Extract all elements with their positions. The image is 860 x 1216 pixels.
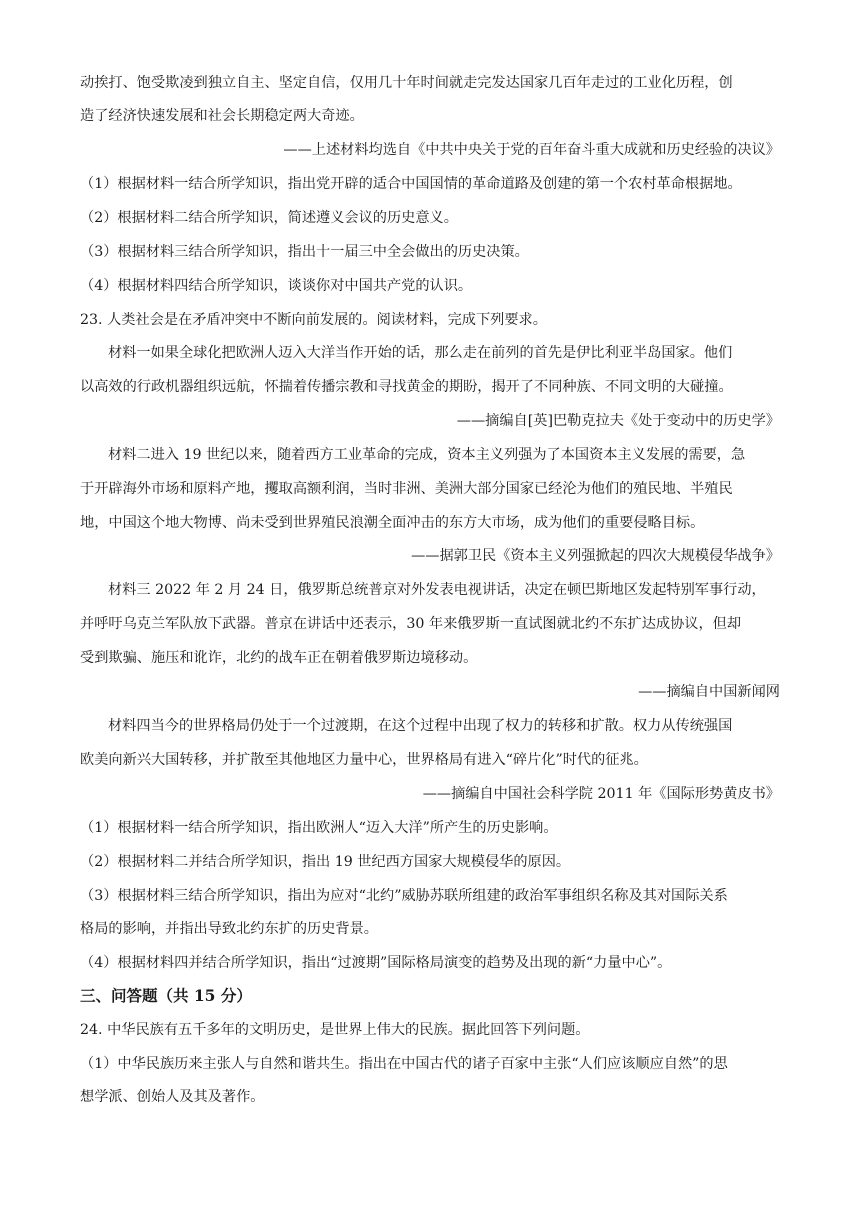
material-paragraph: 以高效的行政机器组织远航，怀揣着传播宗教和寻找黄金的期盼，揭开了不同种族、不同文明的大碰撞。 xyxy=(80,379,733,395)
source-citation: ——摘编自中国社会科学院 2011 年《国际形势黄皮书》 xyxy=(422,786,780,802)
material-paragraph: 材料一如果全球化把欧洲人迈入大洋当作开始的话，那么走在前列的首先是伊比利亚半岛国家。他们 xyxy=(108,345,733,361)
question-item: （1）根据材料一结合所学知识，指出欧洲人“迈入大洋”所产生的历史影响。 xyxy=(80,820,558,836)
question-item: 格局的影响，并指出导致北约东扩的历史背景。 xyxy=(80,921,378,937)
question-item: （1）中华民族历来主张人与自然和谐共生。指出在中国古代的诸子百家中主张“人们应该顺应自然”的思 xyxy=(80,1056,728,1072)
question-item: 想学派、创始人及其及著作。 xyxy=(80,1089,265,1105)
question-item: （3）根据材料三结合所学知识，指出为应对“北约”威胁苏联所组建的政治军事组织名称及其对国际关系 xyxy=(80,888,728,904)
material-paragraph: 并呼吁乌克兰军队放下武器。普京在讲话中还表示，30 年来俄罗斯一直试图就北约不东扩达成协议，但却 xyxy=(80,616,742,632)
question-item: （2）根据材料二结合所学知识，简述遵义会议的历史意义。 xyxy=(80,210,458,226)
material-paragraph: 于开辟海外市场和原料产地，攫取高额利润，当时非洲、美洲大部分国家已经沦为他们的殖民地、半殖民 xyxy=(80,481,733,497)
section-heading: 三、问答题（共 15 分） xyxy=(80,986,252,1005)
material-paragraph: 材料三 2022 年 2 月 24 日，俄罗斯总统普京对外发表电视讲话，决定在顿巴斯地区发起特别军事行动， xyxy=(108,582,766,598)
text-line: 动挨打、饱受欺凌到独立自主、坚定自信，仅用几十年时间就走完发达国家几百年走过的工业化历程，创 xyxy=(80,75,733,91)
source-citation: ——上述材料均选自《中共中央关于党的百年奋斗重大成就和历史经验的决议》 xyxy=(283,142,780,158)
source-citation: ——据郭卫民《资本主义列强掀起的四次大规模侵华战争》 xyxy=(411,548,780,564)
material-paragraph: 材料二进入 19 世纪以来，随着西方工业革命的完成，资本主义列强为了本国资本主义发展的需要，急 xyxy=(108,447,746,463)
source-citation: ——摘编自[英]巴勒克拉夫《处于变动中的历史学》 xyxy=(456,413,780,429)
text-line: 造了经济快速发展和社会长期稳定两大奇迹。 xyxy=(80,108,364,124)
question-heading: 24. 中华民族有五千多年的文明历史，是世界上伟大的民族。据此回答下列问题。 xyxy=(80,1022,590,1038)
question-item: （2）根据材料二并结合所学知识，指出 19 世纪西方国家大规模侵华的原因。 xyxy=(80,854,571,870)
material-paragraph: 地，中国这个地大物博、尚未受到世界殖民浪潮全面冲击的东方大市场，成为他们的重要侵略目标。 xyxy=(80,515,705,531)
question-item: （3）根据材料三结合所学知识，指出十一届三中全会做出的历史决策。 xyxy=(80,244,529,260)
source-citation: ——摘编自中国新闻网 xyxy=(638,684,780,700)
material-paragraph: 欧美向新兴大国转移，并扩散至其他地区力量中心，世界格局有进入“碎片化”时代的征兆。 xyxy=(80,752,648,768)
question-item: （1）根据材料一结合所学知识，指出党开辟的适合中国国情的革命道路及创建的第一个农村革命根据地。 xyxy=(80,176,742,192)
question-item: （4）根据材料四并结合所学知识，指出“过渡期”国际格局演变的趋势及出现的新“力量中心”。 xyxy=(80,955,672,971)
question-heading: 23. 人类社会是在矛盾冲突中不断向前发展的。阅读材料，完成下列要求。 xyxy=(80,312,547,328)
question-item: （4）根据材料四结合所学知识，谈谈你对中国共产党的认识。 xyxy=(80,278,473,294)
material-paragraph: 受到欺骗、施压和讹诈，北约的战车正在朝着俄罗斯边境移动。 xyxy=(80,650,478,666)
material-paragraph: 材料四当今的世界格局仍处于一个过渡期，在这个过程中出现了权力的转移和扩散。权力从传统强国 xyxy=(108,718,733,734)
